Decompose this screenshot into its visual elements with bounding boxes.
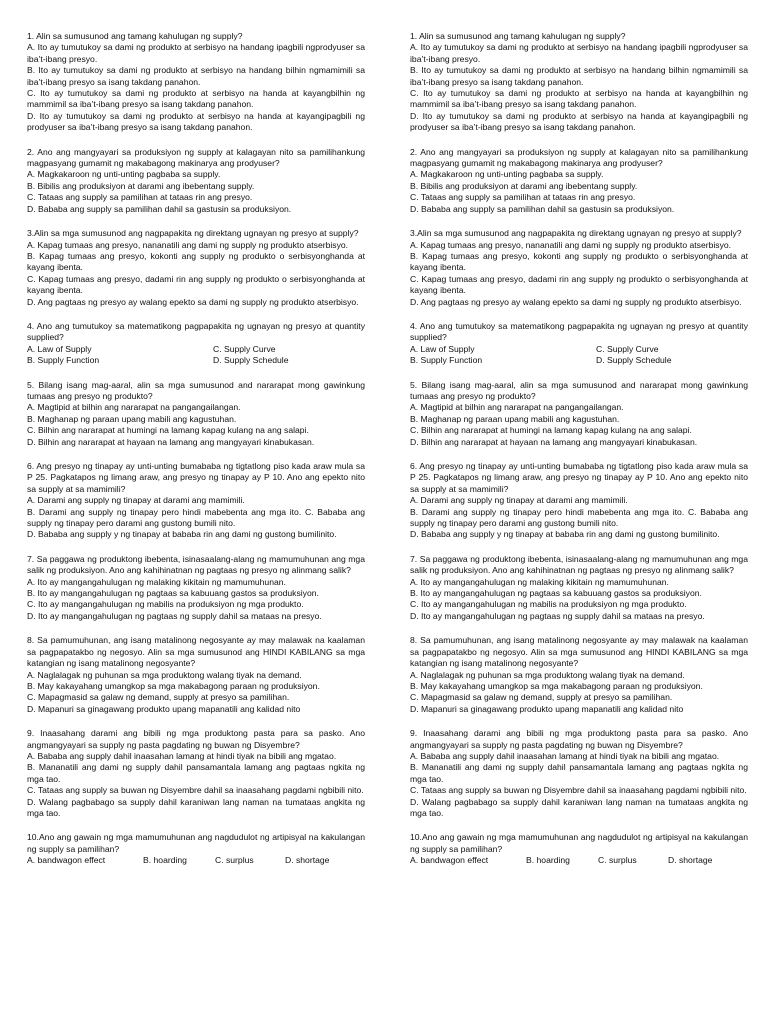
answer-option: C. Ito ay mangangahulugan ng mabilis na produksiyon ng mga produkto. <box>27 599 304 610</box>
answer-option: A. Ito ay mangangahulugan ng malaking kikitain ng mamumuhunan. <box>410 576 669 587</box>
answer-option: D. Bababa ang supply sa pamilihan dahil sa gastusin sa produksiyon. <box>410 203 675 214</box>
answer-option: B. Kapag tumaas ang presyo, kokonti ang supply ng produkto o serbisyonghanda at kayang ibenta. <box>410 250 748 273</box>
answer-option: D. Bilhin ang nararapat at hayaan na lamang ang mangyayari kinabukasan. <box>27 436 315 447</box>
question-block <box>410 380 748 448</box>
answer-option: A. Law of Supply <box>410 343 475 354</box>
answer-option: C. Mapagmasid sa galaw ng demand, supply at presyo sa pamilihan. <box>410 692 673 703</box>
answer-option: B. Mananatili ang dami ng supply dahil pansamantala lamang ang pagtaas ngkita ng mga tao. <box>410 762 748 784</box>
answer-option: C. Ito ay mangangahulugan ng mabilis na produksiyon ng mga produkto. <box>410 599 687 610</box>
answer-option: A. Magkakaroon ng unti-unting pagbaba sa supply. <box>27 169 221 180</box>
answer-option: D. shortage <box>285 855 330 866</box>
answer-option: D. Ito ay mangangahulugan ng pagtaas ng supply dahil sa mataas na presyo. <box>410 610 705 621</box>
answer-option: A. bandwagon effect <box>410 855 489 866</box>
answer-option: A. Law of Supply <box>27 343 92 354</box>
answer-option: D. Ito ay mangangahulugan ng pagtaas ng supply dahil sa mataas na presyo. <box>27 610 322 621</box>
answer-option: D. Mapanuri sa ginagawang produkto upang mapanatili ang kalidad nito <box>410 703 684 714</box>
answer-option: A. Darami ang supply ng tinapay at darami ang mamimili. <box>410 495 628 506</box>
question-stem: 4. Ano ang tumutukoy sa matematikong pagpapakita ng ugnayan ng presyo at quantity supplied? <box>410 320 748 343</box>
question-block <box>27 832 365 866</box>
question-block <box>410 321 748 367</box>
question-block <box>27 461 365 541</box>
answer-option: B. May kakayahang umangkop sa mga makabagong paraan ng produksiyon. <box>27 680 320 691</box>
question-block <box>410 832 748 866</box>
answer-options <box>27 344 365 367</box>
answer-option: A. Ito ay mangangahulugan ng malaking kikitain ng mamumuhunan. <box>27 576 286 587</box>
answer-option: D. Supply Schedule <box>596 355 672 366</box>
question-stem: 10.Ano ang gawain ng mga mamumuhunan ang nagdudulot ng artipisyal na kakulangan ng supply sa pamilihan? <box>27 832 365 854</box>
question-stem: 7. Sa paggawa ng produktong ibebenta, isinasaalang-alang ng mamumuhunan ang mga salik ng produksiyon. Ano ang kahihinatnan ng pagtaas ng presyo ng alinmang salik? <box>27 553 365 576</box>
answer-option: C. Bilhin ang nararapat at humingi na lamang kapag kulang na ang salapi. <box>410 425 692 436</box>
answer-option: D. Bababa ang supply sa pamilihan dahil sa gastusin sa produksiyon. <box>27 203 292 214</box>
question-block <box>27 31 365 134</box>
answer-option: B. Kapag tumaas ang presyo, kokonti ang supply ng produkto o serbisyonghanda at kayang ibenta. <box>27 250 365 273</box>
question-stem: 3.Alin sa mga sumusunod ang nagpapakita ng direktang ugnayan ng presyo at supply? <box>410 228 742 239</box>
answer-option: C. Kapag tumaas ang presyo, dadami rin ang supply ng produkto o serbisyonghanda at kayang ibenta. <box>410 273 748 296</box>
question-stem: 5. Bilang isang mag-aaral, alin sa mga sumusunod and nararapat mong gawinkung tumaas ang presyo ng produkto? <box>410 379 748 401</box>
answer-option: C. surplus <box>215 855 254 866</box>
question-stem: 9. Inaasahang darami ang bibili ng mga produktong pasta para sa pasko. Ano angmangyayari sa supply ng pasta pagdating ng buwan ng Disyembre? <box>27 728 365 750</box>
answer-option: D. Walang pagbabago sa supply dahil karaniwan lang naman na tumataas angkita ng mga tao. <box>410 796 748 818</box>
answer-option: B. Mananatili ang dami ng supply dahil pansamantala lamang ang pagtaas ngkita ng mga tao. <box>27 762 365 784</box>
answer-option: A. Ito ay tumutukoy sa dami ng produkto at serbisyo na handang ipagbili ngprodyuser sa iba’t-ibang presyo. <box>410 42 748 64</box>
answer-option: C. Supply Curve <box>596 343 659 354</box>
left-column <box>27 31 365 880</box>
question-block <box>27 728 365 819</box>
answer-option: C. Kapag tumaas ang presyo, dadami rin ang supply ng produkto o serbisyonghanda at kayang ibenta. <box>27 273 365 296</box>
answer-option: B. Maghanap ng paraan upang mabili ang kagustuhan. <box>410 413 620 424</box>
question-block <box>410 635 748 715</box>
answer-option: B. Supply Function <box>410 355 483 366</box>
question-stem: 6. Ang presyo ng tinapay ay unti-unting bumababa ng tigtatlong piso kada araw mula sa P 25. Pagkatapos ng limang araw, ang presyo ng tinapay ay P 10. Ano ang epekto nito sa supply at sa mamimili? <box>27 461 365 494</box>
answer-options <box>410 855 748 866</box>
answer-option: D. Ang pagtaas ng presyo ay walang epekto sa dami ng supply ng produkto atserbisyo. <box>410 296 742 307</box>
question-stem: 4. Ano ang tumutukoy sa matematikong pagpapakita ng ugnayan ng presyo at quantity supplied? <box>27 320 365 343</box>
answer-options <box>27 855 365 866</box>
question-block <box>27 147 365 215</box>
question-stem: 6. Ang presyo ng tinapay ay unti-unting bumababa ng tigtatlong piso kada araw mula sa P 25. Pagkatapos ng limang araw, ang presyo ng tinapay ay P 10. Ano ang epekto nito sa supply at sa mamimili? <box>410 461 748 494</box>
answer-option: B. Darami ang supply ng tinapay pero hindi mabebenta ang mga ito. C. Bababa ang supply ng tinapay pero darami ang gustong bumili nito. <box>27 506 365 529</box>
question-stem: 9. Inaasahang darami ang bibili ng mga produktong pasta para sa pasko. Ano angmangyayari sa supply ng pasta pagdating ng buwan ng Disyembre? <box>410 728 748 750</box>
answer-option: D. Ito ay tumutukoy sa dami ng produkto at serbisyo na handa at kayangipagbili ng prodyuser sa iba’t-ibang presyo sa isang takdang panahon. <box>27 110 365 133</box>
answer-option: B. hoarding <box>526 855 570 866</box>
question-block <box>410 461 748 541</box>
answer-option: D. Mapanuri sa ginagawang produkto upang mapanatili ang kalidad nito <box>27 703 301 714</box>
answer-option: D. Ito ay tumutukoy sa dami ng produkto at serbisyo na handa at kayangipagbili ng prodyuser sa iba’t-ibang presyo sa isang takdang panahon. <box>410 110 748 133</box>
answer-option: A. bandwagon effect <box>27 855 106 866</box>
answer-option: A. Magtipid at bilhin ang nararapat na pangangailangan. <box>410 402 624 413</box>
answer-option: D. Walang pagbabago sa supply dahil karaniwan lang naman na tumataas angkita ng mga tao. <box>27 796 365 818</box>
question-block <box>410 728 748 819</box>
answer-option: B. Ito ay tumutukoy sa dami ng produkto at serbisyo na handang bilhin ngmamimili sa iba’t-ibang presyo sa isang takdang panahon. <box>410 65 748 87</box>
question-block <box>27 380 365 448</box>
question-stem: 5. Bilang isang mag-aaral, alin sa mga sumusunod and nararapat mong gawinkung tumaas ang presyo ng produkto? <box>27 379 365 401</box>
question-block <box>410 554 748 622</box>
answer-option: C. Ito ay tumutukoy sa dami ng produkto at serbisyo na handa at kayangbilhin ng mammimil sa iba’t-ibang presyo sa isang takdang panahon. <box>27 88 365 110</box>
answer-option: D. Supply Schedule <box>213 355 289 366</box>
question-stem: 8. Sa pamumuhunan, ang isang matalinong negosyante ay may malawak na kaalaman sa pagpapatakbo ng negosyo. Alin sa mga sumusunod ang HINDI KABILANG sa mga katangian ng isang matalinong negosyante? <box>410 635 748 669</box>
answer-options <box>410 344 748 367</box>
question-stem: 1. Alin sa sumusunod ang tamang kahulugan ng supply? <box>27 31 243 41</box>
answer-option: A. Naglalagak ng puhunan sa mga produktong walang tiyak na demand. <box>410 669 685 680</box>
answer-option: D. Bilhin ang nararapat at hayaan na lamang ang mangyayari kinabukasan. <box>410 436 698 447</box>
answer-option: D. Ang pagtaas ng presyo ay walang epekto sa dami ng supply ng produkto atserbisyo. <box>27 296 359 307</box>
answer-option: B. Ito ay mangangahulugan ng pagtaas sa kabuuang gastos sa produksiyon. <box>27 588 319 599</box>
answer-option: A. Bababa ang supply dahil inaasahan lamang at hindi tiyak na bibili ang mgatao. <box>410 750 720 761</box>
question-stem: 3.Alin sa mga sumusunod ang nagpapakita ng direktang ugnayan ng presyo at supply? <box>27 228 359 239</box>
answer-option: B. Bibilis ang produksiyon at darami ang ibebentang supply. <box>410 180 638 191</box>
answer-option: D. shortage <box>668 855 713 866</box>
answer-option: A. Bababa ang supply dahil inaasahan lamang at hindi tiyak na bibili ang mgatao. <box>27 750 337 761</box>
answer-option: A. Kapag tumaas ang presyo, nananatili ang dami ng supply ng produkto atserbisyo. <box>27 239 349 250</box>
answer-option: B. Maghanap ng paraan upang mabili ang kagustuhan. <box>27 413 237 424</box>
answer-option: D. Bababa ang supply y ng tinapay at bababa rin ang dami ng gustong bumilinito. <box>27 529 337 540</box>
question-block <box>27 635 365 715</box>
answer-option: B. Ito ay mangangahulugan ng pagtaas sa kabuuang gastos sa produksiyon. <box>410 588 702 599</box>
question-stem: 7. Sa paggawa ng produktong ibebenta, isinasaalang-alang ng mamumuhunan ang mga salik ng produksiyon. Ano ang kahihinatnan ng pagtaas ng presyo ng alinmang salik? <box>410 553 748 576</box>
question-block <box>410 31 748 134</box>
answer-option: B. Ito ay tumutukoy sa dami ng produkto at serbisyo na handang bilhin ngmamimili sa iba’t-ibang presyo sa isang takdang panahon. <box>27 65 365 87</box>
answer-option: C. surplus <box>598 855 637 866</box>
question-stem: 1. Alin sa sumusunod ang tamang kahulugan ng supply? <box>410 31 626 41</box>
answer-option: A. Magtipid at bilhin ang nararapat na pangangailangan. <box>27 402 241 413</box>
question-stem: 2. Ano ang mangyayari sa produksiyon ng supply at kalagayan nito sa pamilihankung magpasyang gumamit ng makabagong makinarya ang prodyuser? <box>410 146 748 169</box>
question-stem: 2. Ano ang mangyayari sa produksiyon ng supply at kalagayan nito sa pamilihankung magpasyang gumamit ng makabagong makinarya ang prodyuser? <box>27 146 365 169</box>
question-block <box>410 147 748 215</box>
answer-option: A. Naglalagak ng puhunan sa mga produktong walang tiyak na demand. <box>27 669 302 680</box>
question-stem: 8. Sa pamumuhunan, ang isang matalinong negosyante ay may malawak na kaalaman sa pagpapatakbo ng negosyo. Alin sa mga sumusunod ang HINDI KABILANG sa mga katangian ng isang matalinong negosyante? <box>27 635 365 669</box>
question-block <box>410 228 748 308</box>
answer-option: C. Tataas ang supply sa buwan ng Disyembre dahil sa inaasahang pagdami ngbibili nito. <box>410 785 747 796</box>
answer-option: A. Darami ang supply ng tinapay at darami ang mamimili. <box>27 495 245 506</box>
answer-option: B. Supply Function <box>27 355 100 366</box>
question-block <box>27 228 365 308</box>
answer-option: C. Tataas ang supply sa pamilihan at tataas rin ang presyo. <box>27 192 253 203</box>
right-column <box>410 31 748 880</box>
answer-option: C. Mapagmasid sa galaw ng demand, supply at presyo sa pamilihan. <box>27 692 290 703</box>
answer-option: D. Bababa ang supply y ng tinapay at bababa rin ang dami ng gustong bumilinito. <box>410 529 720 540</box>
question-stem: 10.Ano ang gawain ng mga mamumuhunan ang nagdudulot ng artipisyal na kakulangan ng supply sa pamilihan? <box>410 832 748 854</box>
answer-option: C. Bilhin ang nararapat at humingi na lamang kapag kulang na ang salapi. <box>27 425 309 436</box>
answer-option: A. Kapag tumaas ang presyo, nananatili ang dami ng supply ng produkto atserbisyo. <box>410 239 732 250</box>
question-block <box>27 554 365 622</box>
answer-option: C. Ito ay tumutukoy sa dami ng produkto at serbisyo na handa at kayangbilhin ng mammimil sa iba’t-ibang presyo sa isang takdang panahon. <box>410 88 748 110</box>
answer-option: B. Bibilis ang produksiyon at darami ang ibebentang supply. <box>27 180 255 191</box>
answer-option: C. Supply Curve <box>213 343 276 354</box>
question-block <box>27 321 365 367</box>
answer-option: B. hoarding <box>143 855 187 866</box>
answer-option: A. Magkakaroon ng unti-unting pagbaba sa supply. <box>410 169 604 180</box>
answer-option: A. Ito ay tumutukoy sa dami ng produkto at serbisyo na handang ipagbili ngprodyuser sa iba’t-ibang presyo. <box>27 42 365 64</box>
answer-option: C. Tataas ang supply sa pamilihan at tataas rin ang presyo. <box>410 192 636 203</box>
answer-option: B. Darami ang supply ng tinapay pero hindi mabebenta ang mga ito. C. Bababa ang supply ng tinapay pero darami ang gustong bumili nito. <box>410 506 748 529</box>
answer-option: C. Tataas ang supply sa buwan ng Disyembre dahil sa inaasahang pagdami ngbibili nito. <box>27 785 364 796</box>
answer-option: B. May kakayahang umangkop sa mga makabagong paraan ng produksiyon. <box>410 680 703 691</box>
